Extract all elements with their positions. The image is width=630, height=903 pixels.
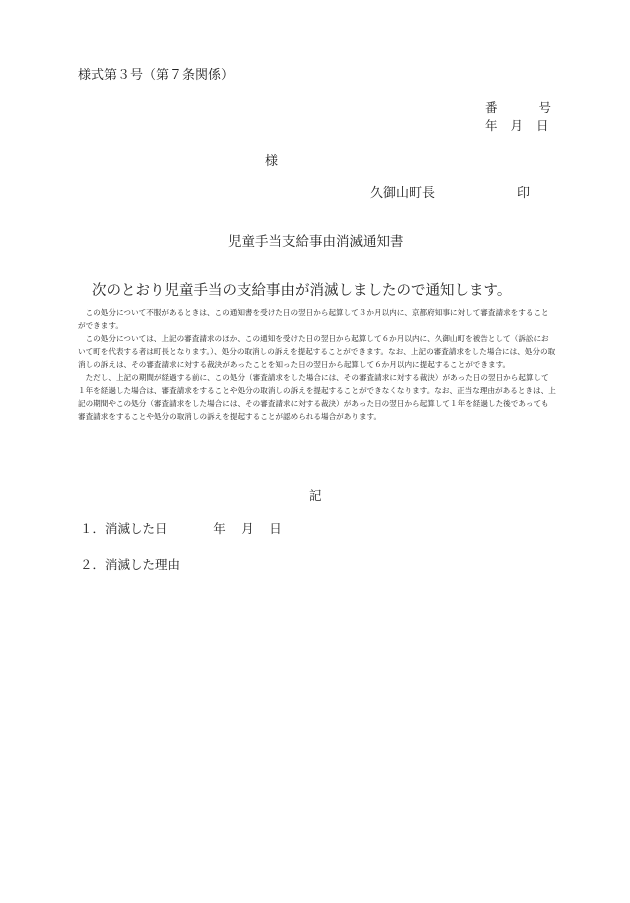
appeal-paragraph-2: この処分については、上記の審査請求のほか、この通知を受けた日の翌日から起算して６か月以内に、久御山町を被告として（訴訟において町を代表する者は町長となります。）、処分の取消しの訴えを提起することができます。なお、上記の審査請求をした場合には、処分の取消しの訴えは、その審査請求に対する裁決があったことを知った日の翌日から起算して６か月以内に提起することができます。 [78, 334, 556, 369]
appeal-paragraph-3: ただし、上記の期間が経過する前に、この処分（審査請求をした場合には、その審査請求に対する裁決）があった日の翌日から起算して１年を経過した場合は、審査請求をすることや処分の取消しの訴えを提起することができなくなります。なお、正当な理由があるときは、上記の期間やこの処分（審査請求をした場合には、その審査請求に対する裁決）があった日の翌日から起算して１年を経過した後であっても審査請求をすることや処分の取消しの訴えを提起することが認められる場合があります。 [78, 373, 556, 421]
sender-title: 久御山町長 [370, 186, 436, 201]
issue-date-day: 日 [536, 118, 549, 133]
record-item-extinction-reason: ２．消滅した理由 [80, 557, 181, 572]
seal-mark: 印 [517, 186, 531, 201]
number-label-go: 号 [538, 100, 552, 115]
record-item-extinction-date [80, 519, 290, 537]
extinction-date-year: 年 [213, 521, 226, 536]
number-label-ban: 番 [485, 100, 498, 115]
lead-sentence: 次のとおり児童手当の支給事由が消滅しましたので通知します。 [92, 283, 512, 299]
addressee-suffix: 様 [265, 154, 279, 169]
document-number-line [485, 98, 551, 116]
appeal-paragraph-1: この処分について不服があるときは、この通知書を受けた日の翌日から起算して３か月以内に、京都府知事に対して審査請求をすることができます。 [78, 308, 549, 330]
issue-date-month: 月 [510, 118, 524, 133]
extinction-date-day: 日 [269, 521, 282, 536]
issue-date-line [485, 116, 549, 134]
sender-line [370, 182, 530, 201]
extinction-date-label: １．消滅した日 [80, 521, 168, 536]
form-number: 様式第３号（第７条関係） [78, 68, 235, 83]
issue-date-year: 年 [485, 118, 498, 133]
record-heading: 記 [309, 488, 322, 503]
appeal-notice [78, 306, 556, 423]
extinction-date-month: 月 [241, 521, 254, 536]
document-title: 児童手当支給事由消滅通知書 [228, 234, 404, 250]
